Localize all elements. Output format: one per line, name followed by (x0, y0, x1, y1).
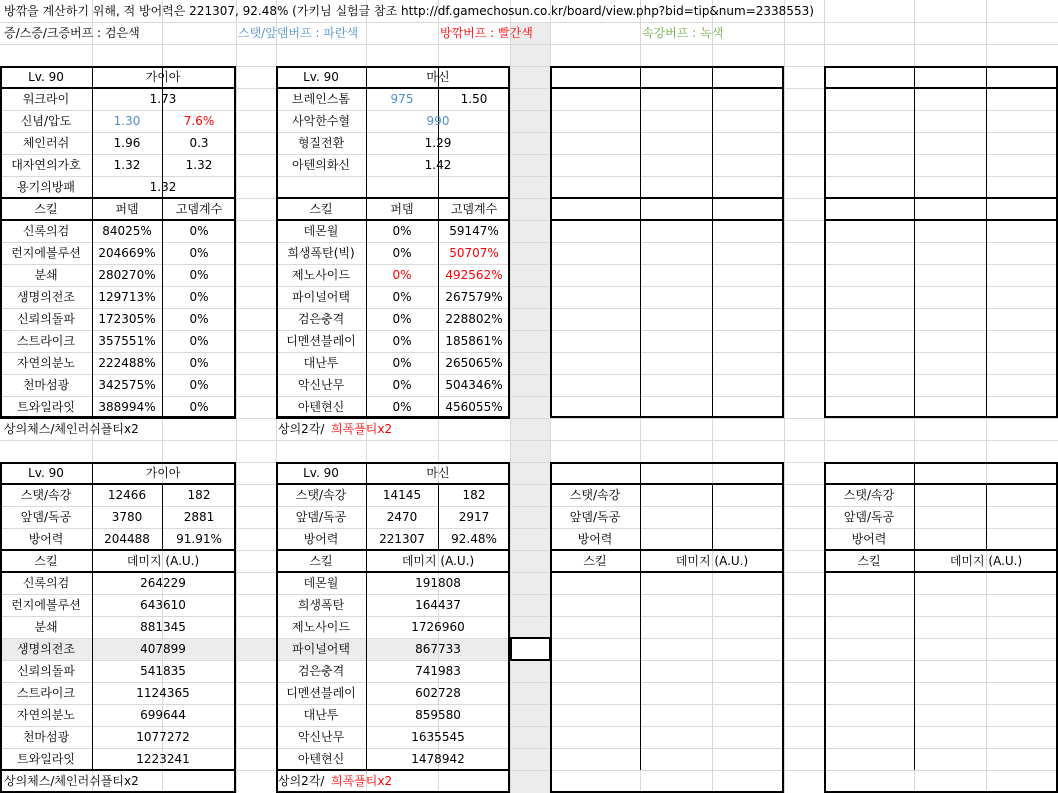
ur-skill-fixdem: 267579% (445, 290, 503, 304)
ur-skill-fixdem: 59147% (449, 224, 499, 238)
ur-skill-header-a: 퍼뎀 (390, 202, 414, 216)
ul-skill-fixdem: 0% (189, 378, 209, 392)
template4-skill-header: 스킬 (857, 554, 881, 568)
ul-buff-name: 대자연의가호 (11, 158, 81, 172)
ur-buff-value-a: 975 (390, 92, 414, 106)
ul-level: Lv. 90 (28, 70, 64, 84)
grid-row-line (0, 440, 1058, 441)
ur-buff-value: 1.42 (424, 158, 452, 172)
col-line (640, 462, 641, 770)
upper-fourth-block (824, 66, 1058, 418)
ll-stat-name: 앞뎀/독공 (20, 510, 72, 524)
ll-stat-b: 2881 (183, 510, 215, 524)
lr-footer-red: 희폭플티x2 (331, 774, 393, 788)
ll-stat-name: 스탯/속강 (20, 488, 72, 502)
ll-skill-damage: 1077272 (136, 730, 190, 744)
ur-skill-name: 데몬월 (303, 224, 339, 238)
ur-skill-fixdem: 185861% (445, 334, 503, 348)
footer-top (0, 417, 236, 419)
skill-header-bottom (550, 571, 784, 573)
lr-stat-a: 221307 (379, 532, 425, 546)
ll-level: Lv. 90 (28, 466, 64, 480)
ul-buff-name: 체인러쉬 (22, 136, 70, 150)
lr-skill-damage: 1726960 (411, 620, 465, 634)
selected-cell[interactable] (510, 637, 551, 661)
ul-skill-perdem: 84025% (102, 224, 152, 238)
legend-black: 증/스증/크증버프 : 검은색 (4, 26, 140, 40)
ul-skill-name: 생명의전조 (17, 290, 75, 304)
ul-skill-fixdem: 0% (189, 334, 209, 348)
ur-skill-fixdem: 456055% (445, 400, 503, 414)
block-header-line (550, 87, 784, 89)
ul-buff-value-a: 1.96 (113, 136, 141, 150)
ul-skill-fixdem: 0% (189, 268, 209, 282)
ul-buff-value: 1.32 (149, 180, 177, 194)
ur-skill-fixdem: 228802% (445, 312, 503, 326)
block-header-line (550, 483, 784, 485)
lr-stat-b: 2917 (458, 510, 490, 524)
ul-footer: 상의체스/체인러쉬플티x2 (4, 422, 139, 436)
lr-stat-name: 방어력 (303, 532, 339, 546)
lr-skill-name: 아텐현신 (297, 752, 345, 766)
ll-skill-name: 자연의분노 (17, 708, 75, 722)
ll-skill-name: 런지에볼루션 (11, 598, 81, 612)
ul-skill-name: 신뢰의돌파 (17, 312, 75, 326)
ul-skill-name: 신록의검 (22, 224, 70, 238)
template4-row-label: 스탯/속강 (843, 488, 895, 502)
ur-skill-perdem: 0% (392, 246, 412, 260)
ur-skill-perdem: 0% (392, 356, 412, 370)
skill-header-bottom (276, 219, 510, 221)
skill-header-line (276, 197, 510, 199)
lr-skill-name: 대난투 (303, 708, 339, 722)
ul-buff-value-a: 1.30 (113, 114, 141, 128)
template4-damage-header: 데미지 (A.U.) (949, 554, 1023, 568)
template3-skill-header: 스킬 (583, 554, 607, 568)
legend-green: 속강버프 : 녹색 (642, 26, 724, 40)
block-header-line (824, 483, 1058, 485)
ur-skill-perdem: 0% (392, 378, 412, 392)
ul-buff-value-b: 1.32 (185, 158, 213, 172)
ur-skill-name: 제노사이드 (292, 268, 350, 282)
lr-stat-a: 14145 (382, 488, 422, 502)
ur-footer-red: 희폭플티x2 (331, 422, 393, 436)
ur-skill-fixdem: 265065% (445, 356, 503, 370)
ul-skill-name: 자연의분노 (17, 356, 75, 370)
lr-stat-b: 92.48% (451, 532, 497, 546)
ll-skill-name: 분쇄 (34, 620, 58, 634)
ul-skill-name: 런지에볼루션 (11, 246, 81, 260)
skill-header-bottom (0, 571, 236, 573)
lr-skill-name: 검은충격 (297, 664, 345, 678)
ll-class-name: 가이아 (145, 466, 181, 480)
col-line (640, 66, 641, 418)
ur-skill-perdem: 0% (392, 290, 412, 304)
ll-stat-a: 204488 (104, 532, 150, 546)
ll-damage-header: 데미지 (A.U.) (126, 554, 200, 568)
skill-header-bottom (0, 219, 236, 221)
ur-level: Lv. 90 (303, 70, 339, 84)
skill-header-bottom (550, 219, 784, 221)
col-line (92, 66, 93, 418)
skill-header-bottom (276, 571, 510, 573)
ul-skill-perdem: 204669% (98, 246, 156, 260)
ul-skill-perdem: 129713% (98, 290, 156, 304)
lr-skill-damage: 164437 (415, 598, 461, 612)
lr-skill-damage: 1635545 (411, 730, 465, 744)
col-line (712, 66, 713, 418)
col-line (914, 462, 915, 770)
col-line (712, 484, 713, 550)
ll-stat-a: 3780 (111, 510, 143, 524)
ul-class-name: 가이아 (145, 70, 181, 84)
block-header-line (0, 87, 236, 89)
ur-skill-perdem: 0% (392, 334, 412, 348)
ul-skill-header-a: 퍼뎀 (115, 202, 139, 216)
ul-skill-perdem: 222488% (98, 356, 156, 370)
col-line (914, 66, 915, 418)
ur-buff-name: 아텐의화신 (292, 158, 350, 172)
ur-skill-perdem: 0% (392, 312, 412, 326)
lr-class-name: 마신 (426, 466, 450, 480)
ur-skill-name: 대난투 (303, 356, 339, 370)
ll-skill-name: 스트라이크 (17, 686, 75, 700)
skill-header-line (550, 197, 784, 199)
template4-row-label: 앞뎀/독공 (843, 510, 895, 524)
ur-buff-name: 브레인스톰 (292, 92, 350, 106)
lr-skill-header: 스킬 (309, 554, 333, 568)
ul-buff-name: 용기의방패 (17, 180, 75, 194)
header-title: 방깎을 계산하기 위해, 적 방어력은 221307, 92.48% (가키님 실험글 참조 http://df.gamechosun.co.kr/board/view.php?bid=tip&num=2338553) (4, 4, 814, 18)
separator-column (510, 22, 550, 793)
lr-skill-damage: 867733 (415, 642, 461, 656)
col-line (366, 66, 367, 418)
ul-skill-perdem: 388994% (98, 400, 156, 414)
stat-bottom-line (550, 549, 784, 551)
ll-stat-a: 12466 (107, 488, 147, 502)
ur-skill-name: 파이널어택 (292, 290, 350, 304)
lr-skill-damage: 191808 (415, 576, 461, 590)
lr-footer-black: 상의2각/ (278, 774, 325, 788)
ul-skill-fixdem: 0% (189, 246, 209, 260)
ur-skill-header-b: 고뎀계수 (450, 202, 498, 216)
ur-skill-perdem: 0% (392, 224, 412, 238)
lr-skill-name: 파이널어택 (292, 642, 350, 656)
ul-skill-name: 천마섬광 (22, 378, 70, 392)
col-line (986, 66, 987, 418)
block-header-line (0, 483, 236, 485)
ul-skill-fixdem: 0% (189, 312, 209, 326)
ll-skill-damage: 1223241 (136, 752, 190, 766)
lr-skill-damage: 741983 (415, 664, 461, 678)
ll-skill-name: 신뢰의돌파 (17, 664, 75, 678)
template3-row-label: 앞뎀/독공 (569, 510, 621, 524)
ll-skill-name: 트와일라잇 (17, 752, 75, 766)
skill-header-line (0, 197, 236, 199)
ur-skill-perdem: 0% (392, 268, 412, 282)
ll-skill-damage: 407899 (140, 642, 186, 656)
ur-skill-name: 디멘션블레이 (286, 334, 356, 348)
col-line (162, 66, 163, 418)
footer-top (276, 769, 510, 771)
ur-footer-black: 상의2각/ (278, 422, 325, 436)
ll-skill-damage: 643610 (140, 598, 186, 612)
ur-skill-fixdem: 50707% (449, 246, 499, 260)
ur-buff-name: 형질전환 (297, 136, 345, 150)
ul-skill-header-b: 고뎀계수 (175, 202, 223, 216)
col-line (986, 484, 987, 550)
block-header-line (276, 483, 510, 485)
ur-class-name: 마신 (426, 70, 450, 84)
lr-stat-a: 2470 (386, 510, 418, 524)
skill-header-bottom (824, 219, 1058, 221)
lr-skill-name: 데몬월 (303, 576, 339, 590)
ul-buff-value-b: 7.6% (183, 114, 215, 128)
ul-skill-fixdem: 0% (189, 356, 209, 370)
ul-skill-name: 스트라이크 (17, 334, 75, 348)
ul-buff-value-b: 0.3 (189, 136, 209, 150)
lr-skill-name: 제노사이드 (292, 620, 350, 634)
ul-skill-perdem: 172305% (98, 312, 156, 326)
ur-buff-value: 990 (426, 114, 450, 128)
ll-skill-name: 천마섬광 (22, 730, 70, 744)
template3-row-label: 스탯/속강 (569, 488, 621, 502)
ll-stat-name: 방어력 (28, 532, 64, 546)
ll-stat-b: 91.91% (176, 532, 222, 546)
template4-row-label: 방어력 (851, 532, 887, 546)
ul-skill-fixdem: 0% (189, 224, 209, 238)
ll-stat-b: 182 (187, 488, 211, 502)
ul-skill-header: 스킬 (34, 202, 58, 216)
lr-stat-name: 스탯/속강 (295, 488, 347, 502)
ur-skill-name: 검은충격 (297, 312, 345, 326)
ul-skill-name: 분쇄 (34, 268, 58, 282)
ur-skill-name: 아텐현신 (297, 400, 345, 414)
stat-bottom-line (276, 549, 510, 551)
ul-skill-fixdem: 0% (189, 290, 209, 304)
ul-skill-fixdem: 0% (189, 400, 209, 414)
footer-top (0, 769, 236, 771)
lr-skill-name: 희생폭탄 (297, 598, 345, 612)
block-header-line (276, 87, 510, 89)
ur-buff-name: 사악한수혈 (292, 114, 350, 128)
ur-skill-fixdem: 492562% (445, 268, 503, 282)
ur-skill-fixdem: 504346% (445, 378, 503, 392)
ul-buff-name: 신념/압도 (20, 114, 72, 128)
ur-skill-name: 악신난무 (297, 378, 345, 392)
ul-skill-name: 트와일라잇 (17, 400, 75, 414)
ul-skill-perdem: 280270% (98, 268, 156, 282)
lr-skill-name: 악신난무 (297, 730, 345, 744)
ll-skill-damage: 1124365 (136, 686, 190, 700)
template3-row-label: 방어력 (577, 532, 613, 546)
ll-skill-damage: 264229 (140, 576, 186, 590)
ll-skill-header: 스킬 (34, 554, 58, 568)
lr-stat-name: 앞뎀/독공 (295, 510, 347, 524)
ul-buff-name: 워크라이 (22, 92, 70, 106)
lr-skill-damage: 602728 (415, 686, 461, 700)
ll-footer: 상의체스/체인러쉬플티x2 (4, 774, 139, 788)
col-line (366, 462, 367, 770)
lr-damage-header: 데미지 (A.U.) (401, 554, 475, 568)
ll-skill-damage: 881345 (140, 620, 186, 634)
col-line (438, 484, 439, 550)
ur-skill-perdem: 0% (392, 400, 412, 414)
ur-skill-name: 희생폭탄(빅) (287, 246, 355, 260)
ll-skill-damage: 541835 (140, 664, 186, 678)
lr-skill-name: 디멘션블레이 (286, 686, 356, 700)
col-line (92, 462, 93, 770)
stat-bottom-line (824, 549, 1058, 551)
lr-skill-damage: 859580 (415, 708, 461, 722)
ul-skill-perdem: 342575% (98, 378, 156, 392)
stat-bottom-line (0, 549, 236, 551)
ul-buff-value: 1.73 (149, 92, 177, 106)
template3-damage-header: 데미지 (A.U.) (675, 554, 749, 568)
block-header-line (824, 87, 1058, 89)
ur-buff-value: 1.29 (424, 136, 452, 150)
ll-skill-name: 신록의검 (22, 576, 70, 590)
ur-skill-header: 스킬 (309, 202, 333, 216)
legend-blue: 스탯/앞뎀버프 : 파란색 (238, 26, 359, 40)
lr-skill-damage: 1478942 (411, 752, 465, 766)
ur-buff-value-b: 1.50 (460, 92, 488, 106)
col-line (162, 484, 163, 550)
grid-row-line (0, 22, 1058, 23)
skill-header-line (824, 197, 1058, 199)
lr-level: Lv. 90 (303, 466, 339, 480)
ul-skill-perdem: 357551% (98, 334, 156, 348)
ul-buff-value-a: 1.32 (113, 158, 141, 172)
lr-stat-b: 182 (462, 488, 486, 502)
skill-header-bottom (824, 571, 1058, 573)
footer-top (276, 417, 510, 419)
ll-skill-name: 생명의전조 (17, 642, 75, 656)
ll-skill-damage: 699644 (140, 708, 186, 722)
legend-red: 방깎버프 : 빨간색 (440, 26, 533, 40)
grid-row-line (0, 44, 1058, 45)
upper-third-block (550, 66, 784, 418)
